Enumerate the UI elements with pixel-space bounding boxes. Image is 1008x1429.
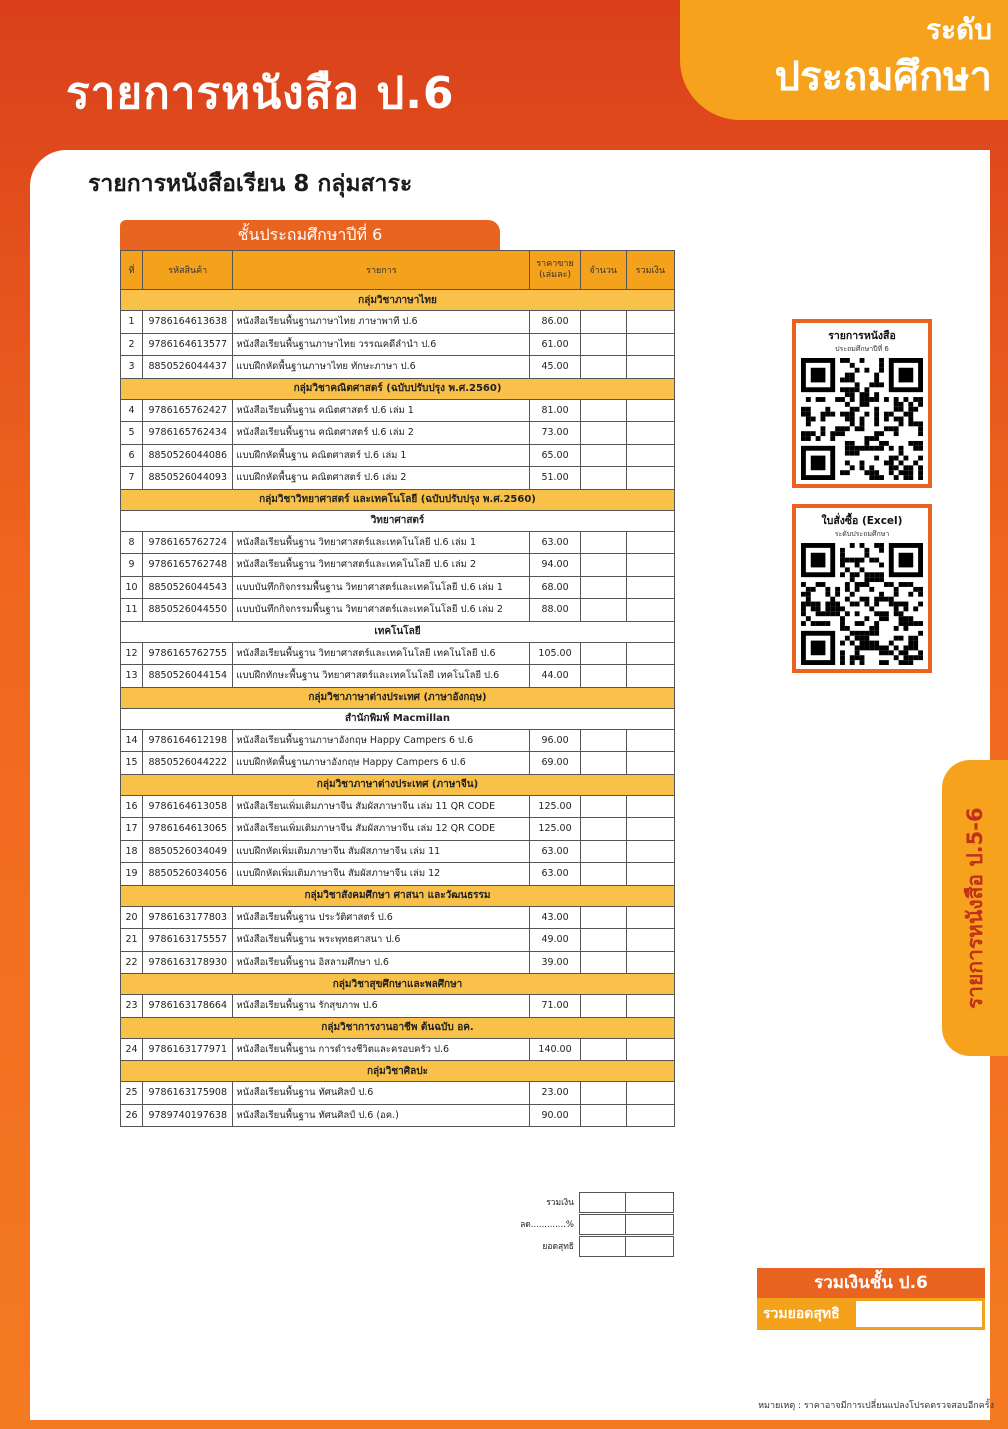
- table-row: [121, 311, 675, 334]
- table-row: [121, 467, 675, 490]
- qr-card-order-form[interactable]: [792, 504, 932, 673]
- unit-price: 96.00: [530, 729, 580, 752]
- amount-field[interactable]: [626, 642, 674, 665]
- level-small-label: ระดับ: [925, 13, 992, 46]
- quantity-field[interactable]: [580, 665, 626, 688]
- quantity-field[interactable]: [580, 422, 626, 445]
- qr-code-icon[interactable]: [801, 358, 923, 480]
- grade-summary-title: รวมเงินชั้น ป.6: [757, 1268, 985, 1298]
- product-code: 9786165762755: [143, 642, 233, 665]
- amount-field[interactable]: [626, 951, 674, 974]
- quantity-field[interactable]: [580, 840, 626, 863]
- qr-card-book-list[interactable]: [792, 319, 932, 488]
- unit-price: 44.00: [530, 665, 580, 688]
- category-label: กลุ่มวิชาสังคมศึกษา ศาสนา และวัฒนธรรม: [121, 885, 675, 906]
- book-title: หนังสือเรียนพื้นฐาน อิสลามศึกษา ป.6: [233, 951, 530, 974]
- col-header-qty: จำนวน: [580, 251, 626, 290]
- grade-summary-net-label: รวมยอดสุทธิ: [763, 1306, 840, 1322]
- book-title: หนังสือเรียนพื้นฐาน ประวัติศาสตร์ ป.6: [233, 906, 530, 929]
- table-row: [121, 906, 675, 929]
- unit-price: 88.00: [530, 599, 580, 622]
- unit-price: 125.00: [530, 795, 580, 818]
- table-row: [121, 863, 675, 886]
- unit-price: 51.00: [530, 467, 580, 490]
- amount-field[interactable]: [626, 467, 674, 490]
- row-number: 13: [121, 665, 143, 688]
- amount-field[interactable]: [626, 929, 674, 952]
- grade-summary-net-row: [757, 1298, 985, 1330]
- unit-price: 39.00: [530, 951, 580, 974]
- quantity-field[interactable]: [580, 399, 626, 422]
- product-code: 8850526034049: [143, 840, 233, 863]
- table-row: [121, 929, 675, 952]
- table-body: [121, 290, 675, 1127]
- table-row: [121, 665, 675, 688]
- quantity-field[interactable]: [580, 311, 626, 334]
- category-row: [121, 687, 675, 708]
- category-label: กลุ่มวิชาศิลปะ: [121, 1061, 675, 1082]
- unit-price: 140.00: [530, 1038, 580, 1061]
- table-row: [121, 554, 675, 577]
- book-title: หนังสือเรียนพื้นฐานภาษาไทย ภาษาพาที ป.6: [233, 311, 530, 334]
- product-code: 8850526034056: [143, 863, 233, 886]
- category-label: กลุ่มวิชาสุขศึกษาและพลศึกษา: [121, 974, 675, 995]
- subcategory-row: [121, 510, 675, 531]
- quantity-field[interactable]: [580, 333, 626, 356]
- quantity-field[interactable]: [580, 818, 626, 841]
- amount-field[interactable]: [626, 531, 674, 554]
- subcategory-row: [121, 708, 675, 729]
- category-row: [121, 290, 675, 311]
- book-title: หนังสือเรียนพื้นฐาน วิทยาศาสตร์และเทคโนโลยี ป.6 เล่ม 1: [233, 531, 530, 554]
- table-row: [121, 729, 675, 752]
- amount-field[interactable]: [626, 665, 674, 688]
- category-row: [121, 974, 675, 995]
- unit-price: 125.00: [530, 818, 580, 841]
- quantity-field[interactable]: [580, 599, 626, 622]
- totals-net-label: ยอดสุทธิ: [542, 1242, 574, 1252]
- product-code: 9786164613058: [143, 795, 233, 818]
- quantity-field[interactable]: [580, 906, 626, 929]
- quantity-field[interactable]: [580, 467, 626, 490]
- book-title: หนังสือเรียนพื้นฐานภาษาไทย วรรณคดีลำนำ ป.6: [233, 333, 530, 356]
- product-code: 9786164613065: [143, 818, 233, 841]
- totals-sum-row: [490, 1192, 675, 1212]
- book-title: แบบบันทึกกิจกรรมพื้นฐาน วิทยาศาสตร์และเทคโนโลยี ป.6 เล่ม 2: [233, 599, 530, 622]
- product-code: 8850526044543: [143, 576, 233, 599]
- book-title: แบบฝึกหัดเพิ่มเติมภาษาจีน สัมผัสภาษาจีน เล่ม 12: [233, 863, 530, 886]
- row-number: 22: [121, 951, 143, 974]
- col-header-item: รายการ: [233, 251, 530, 290]
- book-title: หนังสือเรียนพื้นฐาน การดำรงชีวิตและครอบครัว ป.6: [233, 1038, 530, 1061]
- totals-net-qty-field[interactable]: [579, 1236, 626, 1257]
- table-row: [121, 599, 675, 622]
- qr-card-book-list-title: รายการหนังสือ: [828, 330, 896, 342]
- subcategory-row: [121, 621, 675, 642]
- table-row: [121, 1104, 675, 1127]
- book-title: หนังสือเรียนพื้นฐาน วิทยาศาสตร์และเทคโนโลยี เทคโนโลยี ป.6: [233, 642, 530, 665]
- book-title: หนังสือเรียนพื้นฐาน วิทยาศาสตร์และเทคโนโลยี ป.6 เล่ม 2: [233, 554, 530, 577]
- unit-price: 105.00: [530, 642, 580, 665]
- category-label: กลุ่มวิชาภาษาไทย: [121, 290, 675, 311]
- product-code: 8850526044154: [143, 665, 233, 688]
- product-code: 9786163175908: [143, 1082, 233, 1105]
- row-number: 15: [121, 752, 143, 775]
- table-row: [121, 576, 675, 599]
- row-number: 16: [121, 795, 143, 818]
- product-code: 9786165762427: [143, 399, 233, 422]
- category-row: [121, 378, 675, 399]
- table-row: [121, 399, 675, 422]
- product-code: 9786165762724: [143, 531, 233, 554]
- quantity-field[interactable]: [580, 554, 626, 577]
- amount-field[interactable]: [626, 1038, 674, 1061]
- amount-field[interactable]: [626, 422, 674, 445]
- product-code: 8850526044086: [143, 444, 233, 467]
- quantity-field[interactable]: [580, 995, 626, 1018]
- table-row: [121, 1082, 675, 1105]
- product-code: 9786164613577: [143, 333, 233, 356]
- quantity-field[interactable]: [580, 863, 626, 886]
- amount-field[interactable]: [626, 356, 674, 379]
- side-index-tab-label: รายการหนังสือ ป.5-6: [963, 807, 987, 1009]
- table-row: [121, 531, 675, 554]
- row-number: 21: [121, 929, 143, 952]
- level-big-label: ประถมศึกษา: [774, 54, 992, 100]
- col-header-no: ที่: [121, 251, 143, 290]
- totals-net-row: [490, 1236, 675, 1256]
- qr-card-order-form-title: ใบสั่งซื้อ (Excel): [821, 515, 903, 527]
- amount-field[interactable]: [626, 333, 674, 356]
- row-number: 24: [121, 1038, 143, 1061]
- unit-price: 69.00: [530, 752, 580, 775]
- totals-sum-amount-field[interactable]: [626, 1192, 674, 1213]
- category-row: [121, 489, 675, 510]
- table-row: [121, 422, 675, 445]
- grade-tab: ชั้นประถมศึกษาปีที่ 6: [120, 220, 500, 250]
- amount-field[interactable]: [626, 399, 674, 422]
- book-title: แบบบันทึกกิจกรรมพื้นฐาน วิทยาศาสตร์และเทคโนโลยี ป.6 เล่ม 1: [233, 576, 530, 599]
- book-title: หนังสือเรียนพื้นฐาน รักสุขภาพ ป.6: [233, 995, 530, 1018]
- unit-price: 68.00: [530, 576, 580, 599]
- book-title: หนังสือเรียนพื้นฐาน คณิตศาสตร์ ป.6 เล่ม 2: [233, 422, 530, 445]
- amount-field[interactable]: [626, 863, 674, 886]
- row-number: 23: [121, 995, 143, 1018]
- product-code: 9786163175557: [143, 929, 233, 952]
- table-row: [121, 444, 675, 467]
- quantity-field[interactable]: [580, 929, 626, 952]
- amount-field[interactable]: [626, 906, 674, 929]
- quantity-field[interactable]: [580, 795, 626, 818]
- table-row: [121, 951, 675, 974]
- amount-field[interactable]: [626, 311, 674, 334]
- unit-price: 65.00: [530, 444, 580, 467]
- book-title: หนังสือเรียนพื้นฐาน ทัศนศิลป์ ป.6 (อค.): [233, 1104, 530, 1127]
- totals-block: [490, 1192, 675, 1258]
- product-code: 9786165762434: [143, 422, 233, 445]
- unit-price: 43.00: [530, 906, 580, 929]
- product-code: 8850526044222: [143, 752, 233, 775]
- totals-net-amount-field[interactable]: [626, 1236, 674, 1257]
- col-header-price: ราคาขาย (เล่มละ): [530, 251, 580, 290]
- unit-price: 63.00: [530, 840, 580, 863]
- unit-price: 94.00: [530, 554, 580, 577]
- book-list-table: [120, 250, 675, 1127]
- product-code: 8850526044550: [143, 599, 233, 622]
- product-code: 8850526044437: [143, 356, 233, 379]
- product-code: 9786165762748: [143, 554, 233, 577]
- category-row: [121, 885, 675, 906]
- qr-card-book-list-subtitle: ประถมศึกษาปีที่ 6: [835, 345, 889, 353]
- book-title: หนังสือเรียนพื้นฐาน ทัศนศิลป์ ป.6: [233, 1082, 530, 1105]
- quantity-field[interactable]: [580, 1082, 626, 1105]
- product-code: 9786163178930: [143, 951, 233, 974]
- unit-price: 61.00: [530, 333, 580, 356]
- product-code: 9789740197638: [143, 1104, 233, 1127]
- totals-discount-label: ลด.............%: [520, 1220, 574, 1230]
- row-number: 20: [121, 906, 143, 929]
- row-number: 26: [121, 1104, 143, 1127]
- row-number: 18: [121, 840, 143, 863]
- totals-discount-row: [490, 1214, 675, 1234]
- quantity-field[interactable]: [580, 1038, 626, 1061]
- product-code: 9786163178664: [143, 995, 233, 1018]
- section-subtitle: รายการหนังสือเรียน 8 กลุ่มสาระ: [88, 171, 413, 197]
- row-number: 2: [121, 333, 143, 356]
- unit-price: 23.00: [530, 1082, 580, 1105]
- unit-price: 90.00: [530, 1104, 580, 1127]
- row-number: 10: [121, 576, 143, 599]
- category-row: [121, 1017, 675, 1038]
- row-number: 19: [121, 863, 143, 886]
- unit-price: 71.00: [530, 995, 580, 1018]
- category-label: กลุ่มวิชาวิทยาศาสตร์ และเทคโนโลยี (ฉบับปรับปรุง พ.ศ.2560): [121, 489, 675, 510]
- table-row: [121, 752, 675, 775]
- row-number: 4: [121, 399, 143, 422]
- row-number: 7: [121, 467, 143, 490]
- table-row: [121, 1038, 675, 1061]
- amount-field[interactable]: [626, 1104, 674, 1127]
- row-number: 1: [121, 311, 143, 334]
- category-label: กลุ่มวิชาภาษาต่างประเทศ (ภาษาจีน): [121, 774, 675, 795]
- level-tab: [680, 0, 1008, 120]
- subcategory-label: สำนักพิมพ์ Macmillan: [121, 708, 675, 729]
- row-number: 3: [121, 356, 143, 379]
- book-title: แบบฝึกหัดพื้นฐานภาษาไทย ทักษะภาษา ป.6: [233, 356, 530, 379]
- row-number: 11: [121, 599, 143, 622]
- row-number: 12: [121, 642, 143, 665]
- quantity-field[interactable]: [580, 444, 626, 467]
- quantity-field[interactable]: [580, 576, 626, 599]
- totals-discount-amount-field[interactable]: [626, 1214, 674, 1235]
- unit-price: 63.00: [530, 531, 580, 554]
- book-title: แบบฝึกหัดพื้นฐาน คณิตศาสตร์ ป.6 เล่ม 1: [233, 444, 530, 467]
- totals-sum-label: รวมเงิน: [546, 1198, 574, 1208]
- book-title: หนังสือเรียนพื้นฐานภาษาอังกฤษ Happy Campers 6 ป.6: [233, 729, 530, 752]
- product-code: 9786164612198: [143, 729, 233, 752]
- category-label: กลุ่มวิชาการงานอาชีพ ต้นฉบับ อค.: [121, 1017, 675, 1038]
- category-row: [121, 774, 675, 795]
- table-row: [121, 356, 675, 379]
- book-title: หนังสือเรียนเพิ่มเติมภาษาจีน สัมผัสภาษาจีน เล่ม 11 QR CODE: [233, 795, 530, 818]
- unit-price: 86.00: [530, 311, 580, 334]
- grade-summary-net-field[interactable]: [856, 1301, 982, 1327]
- amount-field[interactable]: [626, 444, 674, 467]
- row-number: 5: [121, 422, 143, 445]
- quantity-field[interactable]: [580, 531, 626, 554]
- quantity-field[interactable]: [580, 951, 626, 974]
- qr-code-icon[interactable]: [801, 543, 923, 665]
- unit-price: 63.00: [530, 863, 580, 886]
- row-number: 25: [121, 1082, 143, 1105]
- book-title: แบบฝึกหัดพื้นฐาน คณิตศาสตร์ ป.6 เล่ม 2: [233, 467, 530, 490]
- table-row: [121, 642, 675, 665]
- table-header-row: [121, 251, 675, 290]
- quantity-field[interactable]: [580, 642, 626, 665]
- table-row: [121, 995, 675, 1018]
- book-title: แบบฝึกหัดเพิ่มเติมภาษาจีน สัมผัสภาษาจีน เล่ม 11: [233, 840, 530, 863]
- quantity-field[interactable]: [580, 356, 626, 379]
- book-title: แบบฝึกทักษะพื้นฐาน วิทยาศาสตร์และเทคโนโลยี เทคโนโลยี ป.6: [233, 665, 530, 688]
- category-label: กลุ่มวิชาคณิตศาสตร์ (ฉบับปรับปรุง พ.ศ.2560): [121, 378, 675, 399]
- qr-card-order-form-subtitle: ระดับประถมศึกษา: [834, 530, 890, 538]
- totals-sum-qty-field[interactable]: [579, 1192, 626, 1213]
- unit-price: 49.00: [530, 929, 580, 952]
- unit-price: 73.00: [530, 422, 580, 445]
- table-row: [121, 840, 675, 863]
- totals-discount-qty-field[interactable]: [579, 1214, 626, 1235]
- category-label: กลุ่มวิชาภาษาต่างประเทศ (ภาษาอังกฤษ): [121, 687, 675, 708]
- book-title: หนังสือเรียนพื้นฐาน พระพุทธศาสนา ป.6: [233, 929, 530, 952]
- page-title: รายการหนังสือ ป.6: [66, 68, 455, 119]
- row-number: 6: [121, 444, 143, 467]
- amount-field[interactable]: [626, 599, 674, 622]
- table-row: [121, 333, 675, 356]
- row-number: 8: [121, 531, 143, 554]
- row-number: 9: [121, 554, 143, 577]
- table-row: [121, 818, 675, 841]
- book-title: หนังสือเรียนพื้นฐาน คณิตศาสตร์ ป.6 เล่ม 1: [233, 399, 530, 422]
- quantity-field[interactable]: [580, 752, 626, 775]
- product-code: 9786164613638: [143, 311, 233, 334]
- table-row: [121, 795, 675, 818]
- category-row: [121, 1061, 675, 1082]
- quantity-field[interactable]: [580, 1104, 626, 1127]
- amount-field[interactable]: [626, 554, 674, 577]
- amount-field[interactable]: [626, 818, 674, 841]
- row-number: 17: [121, 818, 143, 841]
- row-number: 14: [121, 729, 143, 752]
- amount-field[interactable]: [626, 1082, 674, 1105]
- product-code: 8850526044093: [143, 467, 233, 490]
- quantity-field[interactable]: [580, 729, 626, 752]
- book-title: แบบฝึกหัดพื้นฐานภาษาอังกฤษ Happy Campers 6 ป.6: [233, 752, 530, 775]
- col-header-total: รวมเงิน: [626, 251, 674, 290]
- amount-field[interactable]: [626, 729, 674, 752]
- product-code: 9786163177803: [143, 906, 233, 929]
- subcategory-label: เทคโนโลยี: [121, 621, 675, 642]
- subcategory-label: วิทยาศาสตร์: [121, 510, 675, 531]
- book-title: หนังสือเรียนเพิ่มเติมภาษาจีน สัมผัสภาษาจีน เล่ม 12 QR CODE: [233, 818, 530, 841]
- amount-field[interactable]: [626, 752, 674, 775]
- product-code: 9786163177971: [143, 1038, 233, 1061]
- unit-price: 45.00: [530, 356, 580, 379]
- footnote: หมายเหตุ : ราคาอาจมีการเปลี่ยนแปลงโปรดตรวจสอบอีกครั้ง: [758, 1401, 994, 1411]
- col-header-code: รหัสสินค้า: [143, 251, 233, 290]
- unit-price: 81.00: [530, 399, 580, 422]
- amount-field[interactable]: [626, 795, 674, 818]
- amount-field[interactable]: [626, 840, 674, 863]
- amount-field[interactable]: [626, 995, 674, 1018]
- amount-field[interactable]: [626, 576, 674, 599]
- grade-summary-box: [757, 1268, 985, 1330]
